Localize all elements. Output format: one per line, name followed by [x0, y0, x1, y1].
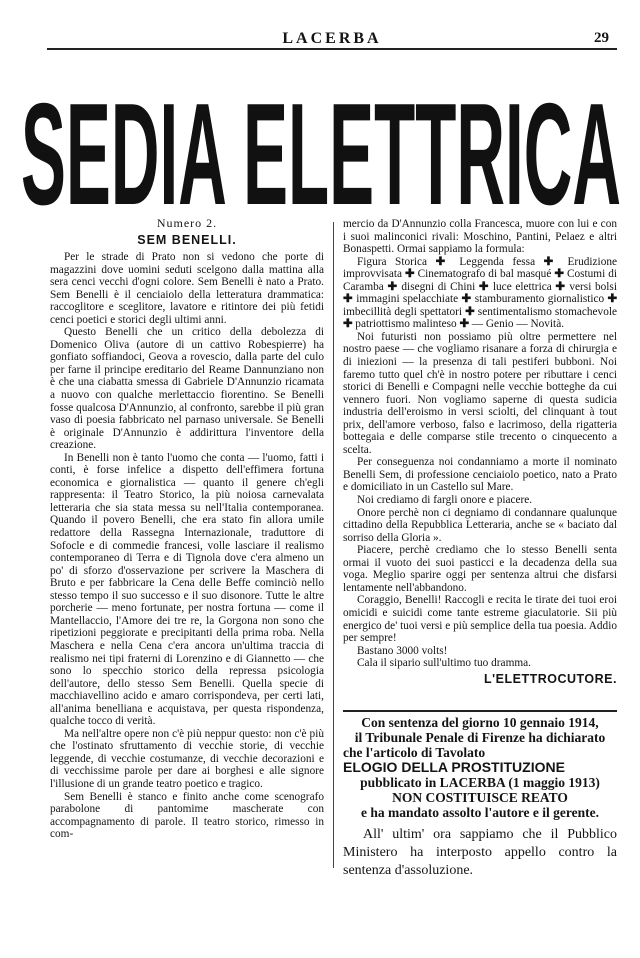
notice-line: il Tribunale Penale di Firenze ha dichiarato: [354, 730, 606, 745]
cross-icon: ✚: [343, 318, 356, 331]
cross-icon: ✚: [458, 293, 475, 306]
cross-icon: ✚: [383, 280, 402, 293]
journal-title: LACERBA: [282, 30, 382, 47]
paragraph: Cala il sipario sull'ultimo tuo dramma.: [357, 657, 531, 670]
page-number: 29: [594, 30, 609, 46]
page-header: [47, 30, 617, 48]
cross-icon: ✚: [343, 293, 357, 306]
paragraph: Per conseguenza noi condanniamo a morte il nominato Benelli Sem, di professione cenciaiolo poetico, nato a Prato e domiciliato in un Castello sul Mare.: [343, 456, 617, 494]
formula-item: Cinematografo di bal masqué: [417, 268, 552, 281]
formula-item: Costumi di Caramba: [343, 268, 617, 293]
formula-item: stamburamento giornalistico: [474, 293, 605, 306]
cross-icon: ✚: [427, 255, 460, 268]
paragraph: Noi crediamo di fargli onore e piacere.: [357, 494, 533, 507]
formula-item: disegni di Chini: [401, 280, 476, 293]
cross-icon: ✚: [462, 305, 478, 318]
masthead-svg: [18, 64, 624, 216]
formula-item: sentimentalismo stomachevole: [477, 305, 617, 318]
formula-item: imbecillità degli spettatori: [343, 305, 463, 318]
masthead-title: SEDIA ELETTRICA: [20, 73, 621, 216]
notice-line: e ha mandato assolto l'autore e il gerente.: [361, 805, 599, 820]
header-rule: [47, 48, 617, 50]
paragraph: Bastano 3000 volts!: [357, 644, 448, 657]
paragraph: mercio da D'Annunzio colla Francesca, muore con lui e con i suoi malinconici rivali: Moschino, Pantini, Pelaez e altri Bonaspetti. Ormai sappiamo la formula:: [343, 218, 617, 256]
article-right-column: [343, 218, 617, 685]
court-notice: [343, 715, 617, 894]
paragraph: Questo Benelli che un critico della debolezza di Domenico Oliva (autore di un cattivo Robespierre) ha gonfiato soffiandoci, Geova a rovescio, dalla parte del culo per farne il principe ereditario del Reame Dannunziano non è che una ciabatta smessa di Gabriele D'Annunzio ricamata a nuovo con qualche merlettaccio fiorentino. Se Benelli fosse qualcosa D'Annunzio, al confronto, sarebbe il più gran vaso di poesia fabbricato nel parnaso universale. Se Benelli è originale D'Annunzio è addirittura l'inventore della creazione.: [50, 326, 324, 452]
formula-tail: — Genio — Novità.: [471, 318, 565, 331]
cross-icon: ✚: [401, 268, 418, 281]
formula-item: Leggenda fessa: [459, 255, 536, 268]
paragraph: In Benelli non è tanto l'uomo che conta — l'uomo, fatti i conti, è forse infelice a dispetto dell'effimera fortuna economica e giornalistica — quanto il genere ch'egli rappresenta: il Teatro Storico, la più noiosa carnevalata letteraria che sia stata messa su nell'Italia contemporanea. Quando il povero Benelli, che era stato fin allora umile redattore della Rassegna Internazionale, traduttore di Sofocle e di commedie francesi, volle lasciare il realismo contemporaneo di Terra e di Tignola dove c'era almeno un po' di sforzo d'osservazione per scrivere la Maschera di Bruto e per fabbricare la Cena delle Beffe cominciò nello stesso tempo il suo successo e il suo disonore. Tutte le altre porcherie — meno fortunate, per nostra fortuna — come il Mantellaccio, l'Amore dei tre re, la Gorgona non sono che ripetizioni peggiorate e precipitanti della prima roba. Nella Maschera e nella Cena c'era ancora un'ultima traccia di realismo nei tipi fraterni di Lorenzino e di Giannetto — che sono lo specchio storico della repressa psicologia dell'autore, dello stesso Sem Benelli. Quella specie di macchiavellino acido e amaro corrispondeva, per certi lati, all'anima benelliana e acquistava, per questa rispondenza, qualche tocco di verità.: [50, 451, 324, 728]
notice-footer: All' ultim' ora sappiamo che il Pubblico Ministero ha interposto appello contro la sentenza d'assoluzione.: [343, 827, 617, 878]
cross-icon: ✚: [475, 280, 493, 293]
article-left-column: [50, 216, 324, 841]
paragraph: Ma nell'altre opere non c'è più neppur questo: non c'è più che l'ostinato sfruttamento di vecchie storie, di vecchie leggende, di vecchie costumanze, di vecchie decorazioni e di vecchissime parole per dare ai borghesi e alle signore l'illusione di un grande teatro poetico e tragico.: [50, 727, 324, 790]
formula-item: Figura Storica: [357, 255, 428, 268]
notice-verdict: NON COSTITUISCE REATO: [392, 790, 568, 805]
paragraph: Piacere, perchè crediamo che lo stesso Benelli senta ormai il vuoto dei suoi pasticci e la decadenza della sua voga. Meglio sparire oggi per sentenza altrui che disfarsi lentamente nell'abbandono.: [343, 544, 617, 594]
notice-line: che l'articolo di Tavolato: [343, 745, 486, 760]
paragraph: Noi futuristi non possiamo più oltre permettere nel nostro paese — che vogliamo risanare a forza di chirurgia e di iniezioni — la presenza di tali pestiferi bubboni. Noi faremo tutto quel ch'è in nostro potere per ributtare i cenci storici di Benelli e Compagni nelle vecchie botteghe da cui vennero fuori. Non vogliamo saperne di questa sudicia industria dell'eroismo in versi sciolti, del clinquant à tout prix, dell'amore verboso, falso e lacrimoso, della rigatteria bottegaia e delle comparse stile trecento o cinquecento a scelta.: [343, 330, 617, 456]
column-divider: [333, 222, 334, 868]
paragraph: Per le strade di Prato non si vedono che porte di magazzini dove uomini seduti scelgono dalla mattina alla sera cenci vecchi d'ogni colore. Sem Benelli è nato a Prato. Sem Benelli è il cenciaiolo della letteratura drammatica: raccoglitore e sceglitore, lavatore e ritintore dei più fetidi cenci poetici e storici degli ultimi anni.: [50, 251, 324, 326]
paragraph: Coraggio, Benelli! Raccogli e recita le tirate dei tuoi eroi omicidi e suicidi come tante estreme giaculatorie. Sii più energico de' tuoi versi e più semplice della tua poesia. Addio per sempre!: [343, 594, 617, 645]
notice-line: Con sentenza del giorno 10 gennaio 1914,: [361, 715, 599, 730]
formula-item: patriottismo malinteso: [355, 318, 457, 331]
formula-item: luce elettrica: [492, 280, 552, 293]
cross-icon: ✚: [604, 293, 617, 306]
paragraph: Onore perchè non ci degniamo di condannare qualunque cittadino della Repubblica Letteraria, anche se « baciato dal sorriso della Gloria ».: [343, 506, 617, 544]
masthead: [18, 64, 624, 216]
cross-icon: ✚: [535, 255, 568, 268]
article-subtitle: SEM BENELLI.: [137, 233, 237, 247]
cross-icon: ✚: [551, 268, 567, 281]
signature: L'ELETTROCUTORE.: [484, 671, 617, 686]
notice-line: pubblicato in LACERBA (1 maggio 1913): [360, 775, 600, 790]
notice-rule: [343, 710, 617, 712]
paragraph: Sem Benelli è stanco e finito anche come scenografo parabolone di pantomime mascherate con accompagnamento di parole. Il teatro storico, rimesso in com-: [50, 790, 324, 841]
article-number: Numero 2.: [156, 216, 218, 230]
notice-article-title: ELOGIO DELLA PROSTITUZIONE: [343, 759, 565, 775]
formula-item: immagini spelacchiate: [356, 293, 459, 306]
formula-list: [343, 256, 617, 331]
cross-icon: ✚: [551, 280, 570, 293]
formula-item: versi bolsi: [569, 280, 617, 293]
formula-item: Erudizione improvvisata: [343, 255, 617, 281]
cross-icon: ✚: [456, 318, 472, 331]
